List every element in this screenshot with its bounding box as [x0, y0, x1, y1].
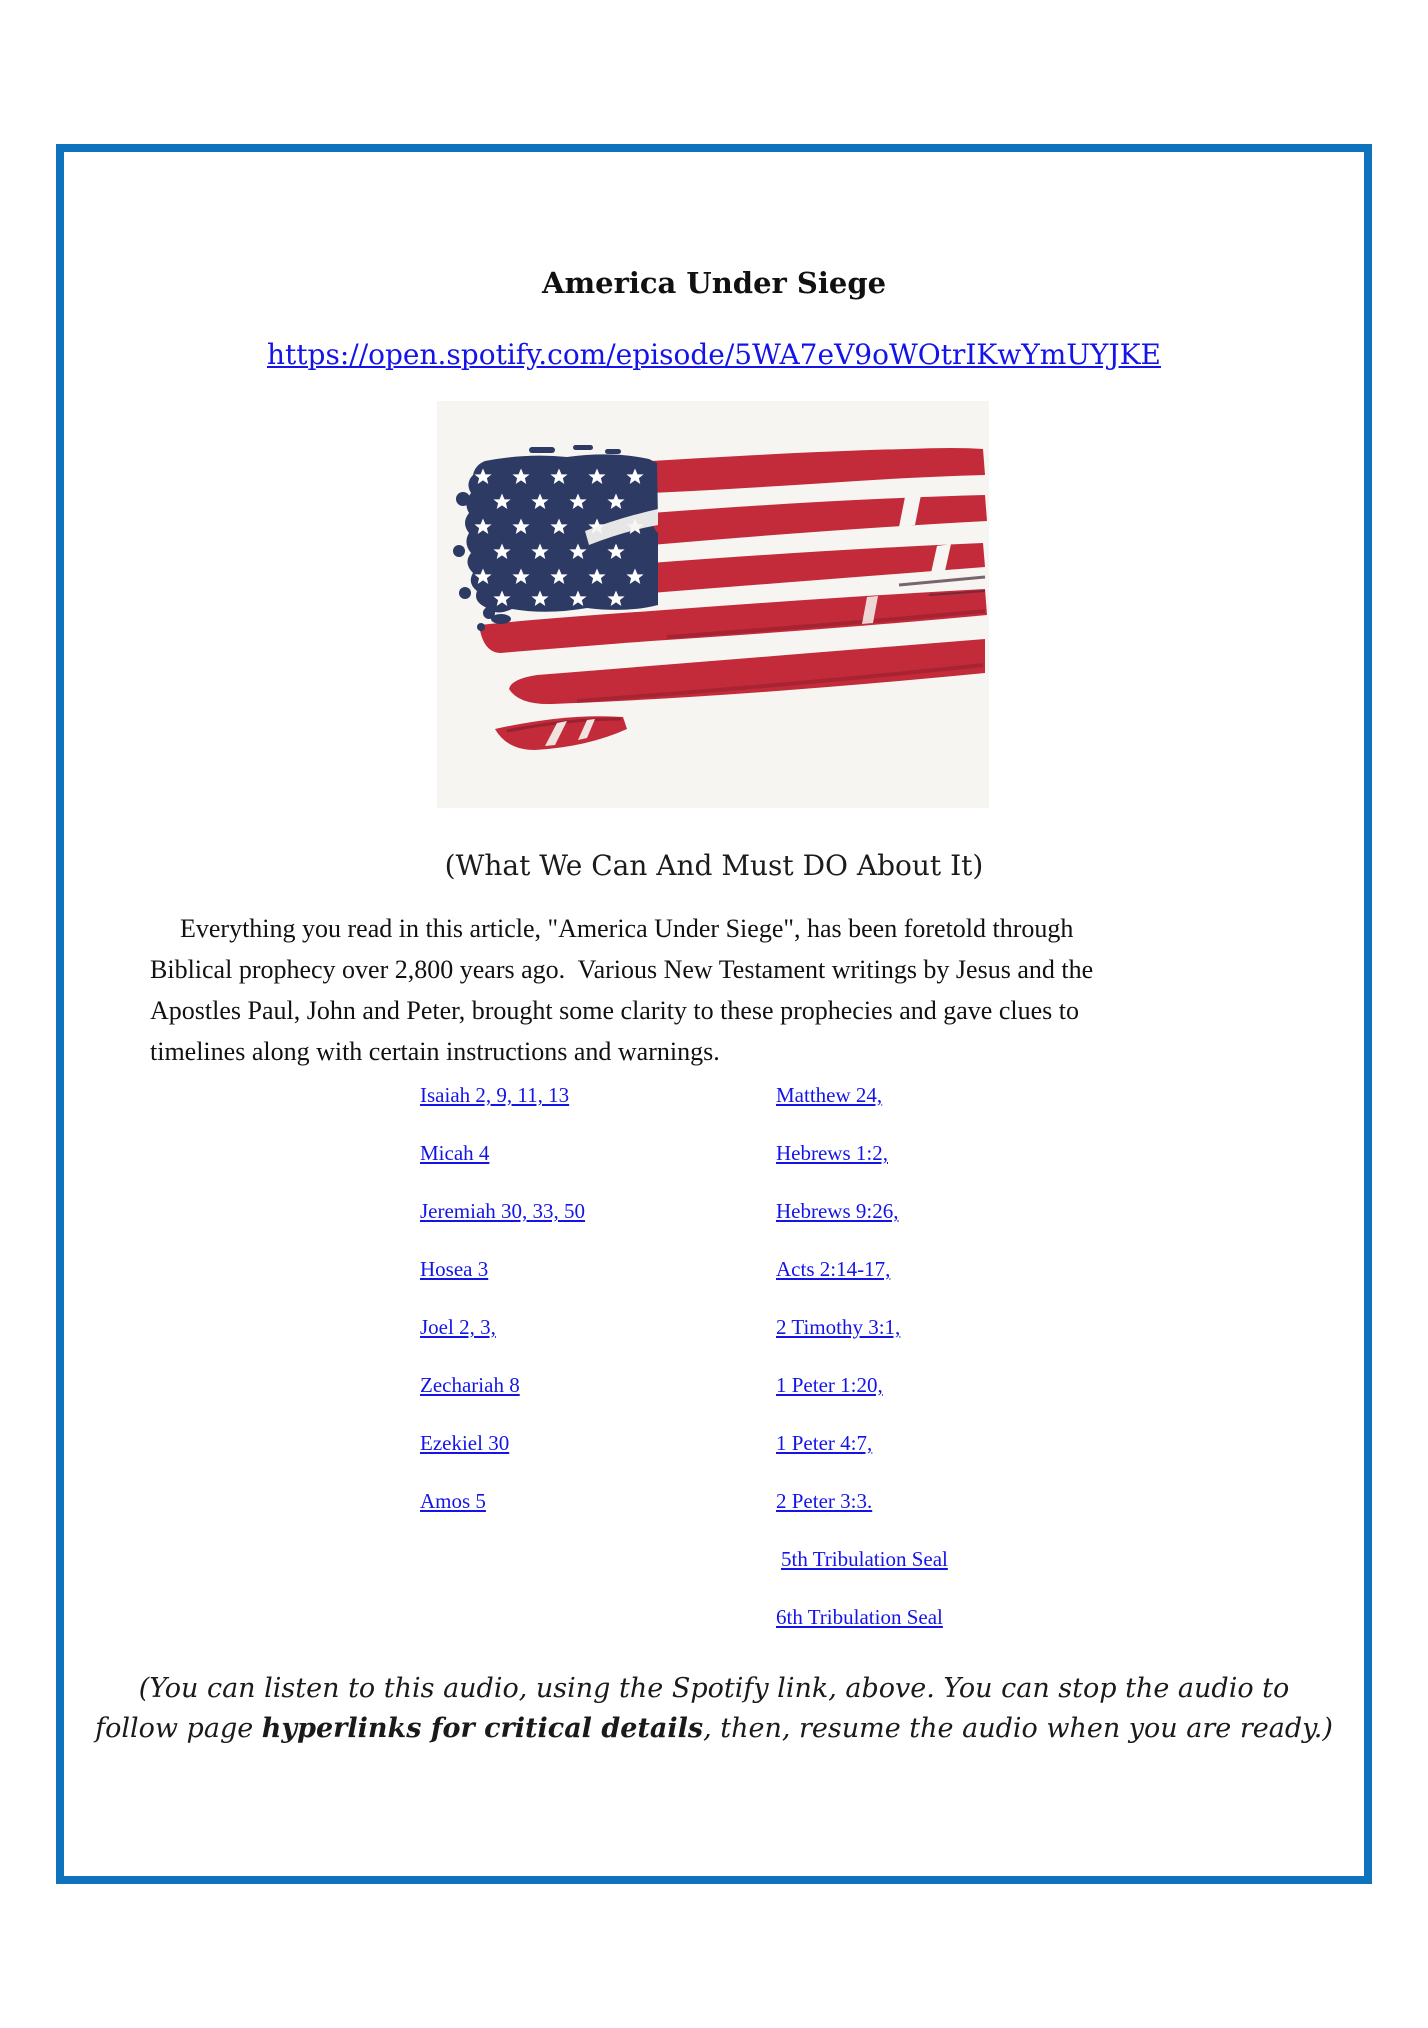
distressed-flag-graphic — [437, 401, 989, 808]
scripture-link-micah[interactable]: Micah 4 — [420, 1141, 490, 1165]
scripture-link-2-timothy[interactable]: 2 Timothy 3:1, — [776, 1315, 901, 1339]
scripture-links-left-column — [420, 1078, 585, 1542]
paragraph-line: timelines along with certain instructions and warnings. — [150, 1037, 720, 1066]
scripture-link-2-peter-3-3[interactable]: 2 Peter 3:3. — [776, 1489, 873, 1513]
scripture-link-5th-tribulation-seal[interactable]: 5th Tribulation Seal — [781, 1547, 948, 1571]
page-title: America Under Siege — [541, 266, 887, 300]
paragraph-line: Everything you read in this article, "America Under Siege", has been foretold through — [180, 914, 1074, 943]
intro-paragraph — [150, 908, 1270, 1072]
scripture-link-hebrews-9-26[interactable]: Hebrews 9:26, — [776, 1199, 899, 1223]
scripture-link-zechariah[interactable]: Zechariah 8 — [420, 1373, 520, 1397]
scripture-link-joel[interactable]: Joel 2, 3, — [420, 1315, 496, 1339]
american-flag-image — [437, 401, 989, 808]
spotify-link-row — [0, 338, 1428, 371]
scripture-link-jeremiah[interactable]: Jeremiah 30, 33, 50 — [420, 1199, 586, 1223]
footer-line-1: (You can listen to this audio, using the Spotify link, above. You can stop the audio to — [138, 1673, 1290, 1704]
footer-line-2-post: , then, resume the audio when you are ready.) — [703, 1713, 1333, 1744]
footer-note — [60, 1669, 1368, 1749]
footer-line-2-pre: follow page — [95, 1713, 262, 1744]
scripture-link-1-peter-4-7[interactable]: 1 Peter 4:7, — [776, 1431, 873, 1455]
page-subtitle: (What We Can And Must DO About It) — [444, 849, 984, 882]
scripture-link-hosea[interactable]: Hosea 3 — [420, 1257, 489, 1281]
scripture-link-hebrews-1-2[interactable]: Hebrews 1:2, — [776, 1141, 888, 1165]
scripture-link-ezekiel[interactable]: Ezekiel 30 — [420, 1431, 510, 1455]
scripture-link-isaiah[interactable]: Isaiah 2, 9, 11, 13 — [420, 1083, 570, 1107]
scripture-links-right-column — [776, 1078, 948, 1658]
scripture-link-1-peter-1-20[interactable]: 1 Peter 1:20, — [776, 1373, 883, 1397]
spotify-episode-link[interactable]: https://open.spotify.com/episode/5WA7eV9oWOtrIKwYmUYJKE — [267, 338, 1161, 371]
scripture-link-acts[interactable]: Acts 2:14-17, — [776, 1257, 891, 1281]
footer-line-2-bold: hyperlinks for critical details — [261, 1713, 704, 1744]
scripture-link-amos[interactable]: Amos 5 — [420, 1489, 486, 1513]
footer-line-2 — [60, 1709, 1368, 1749]
paragraph-line: Biblical prophecy over 2,800 years ago. Various New Testament writings by Jesus and the — [150, 955, 1094, 984]
scripture-link-matthew[interactable]: Matthew 24, — [776, 1083, 883, 1107]
scripture-link-6th-tribulation-seal[interactable]: 6th Tribulation Seal — [776, 1605, 943, 1629]
paragraph-line: Apostles Paul, John and Peter, brought some clarity to these prophecies and gave clues to — [150, 996, 1079, 1025]
